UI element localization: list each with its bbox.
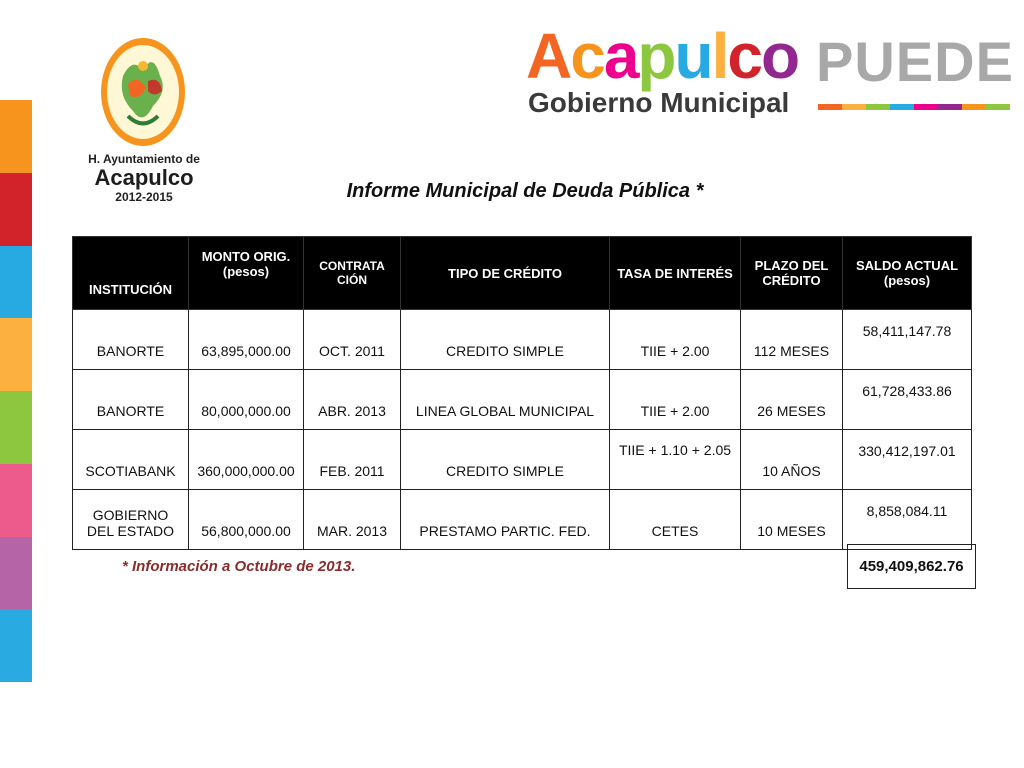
left-color-stripe — [0, 100, 32, 682]
header-monto: MONTO ORIG. (pesos) — [189, 237, 304, 310]
cell-institucion: GOBIERNO DEL ESTADO — [73, 490, 189, 550]
cell-tasa-interes: TIIE + 2.00 — [610, 310, 741, 370]
table-header-row — [73, 237, 972, 310]
brand-bar-segment — [962, 104, 986, 110]
header-tipo-credito: TIPO DE CRÉDITO — [401, 237, 610, 310]
debt-table — [72, 236, 972, 550]
ayuntamiento-line2: Acapulco — [94, 165, 194, 190]
brand-color-bar — [818, 104, 1010, 110]
cell-saldo: 8,858,084.11 — [843, 490, 972, 550]
acapulco-puede-brand — [526, 16, 1014, 126]
header-tasa-interes: TASA DE INTERÉS — [610, 237, 741, 310]
ayuntamiento-line1: H. Ayuntamiento de — [88, 152, 200, 166]
brand-letter: c — [727, 20, 761, 92]
cell-institucion: BANORTE — [73, 310, 189, 370]
cell-plazo: 10 AÑOS — [741, 430, 843, 490]
stripe-segment — [0, 318, 32, 391]
brand-letter: c — [570, 20, 604, 92]
ayuntamiento-period: 2012-2015 — [115, 190, 173, 204]
header-saldo-actual: SALDO ACTUAL (pesos) — [843, 237, 972, 310]
cell-saldo: 58,411,147.78 — [843, 310, 972, 370]
ayuntamiento-logo-icon — [98, 36, 188, 154]
cell-saldo: 61,728,433.86 — [843, 370, 972, 430]
brand-acapulco-wordmark — [526, 16, 798, 96]
brand-letter: u — [674, 20, 712, 92]
brand-bar-segment — [938, 104, 962, 110]
cell-tipo-credito: CREDITO SIMPLE — [401, 310, 610, 370]
table-row — [73, 370, 972, 430]
cell-tasa-interes: TIIE + 1.10 + 2.05 — [610, 430, 741, 490]
brand-puede-wordmark: PUEDE — [816, 30, 1014, 93]
ayuntamiento-name — [62, 152, 226, 204]
header-plazo: PLAZO DEL CRÉDITO — [741, 237, 843, 310]
cell-contratacion: MAR. 2013 — [304, 490, 401, 550]
brand-letter: A — [526, 20, 571, 92]
page-title: Informe Municipal de Deuda Pública * — [346, 180, 704, 202]
table-row — [73, 310, 972, 370]
brand-letter: p — [637, 20, 675, 92]
brand-bar-segment — [866, 104, 890, 110]
cell-tasa-interes: CETES — [610, 490, 741, 550]
table-row — [73, 490, 972, 550]
cell-contratacion: FEB. 2011 — [304, 430, 401, 490]
brand-bar-segment — [890, 104, 914, 110]
cell-tipo-credito: LINEA GLOBAL MUNICIPAL — [401, 370, 610, 430]
stripe-segment — [0, 100, 32, 173]
stripe-segment — [0, 464, 32, 537]
stripe-segment — [0, 391, 32, 464]
cell-plazo: 112 MESES — [741, 310, 843, 370]
brand-letter: l — [711, 20, 728, 92]
stripe-segment — [0, 537, 32, 610]
stripe-segment — [0, 173, 32, 246]
brand-bar-segment — [842, 104, 866, 110]
cell-monto: 360,000,000.00 — [189, 430, 304, 490]
cell-monto: 63,895,000.00 — [189, 310, 304, 370]
cell-tipo-credito: CREDITO SIMPLE — [401, 430, 610, 490]
header-institucion: INSTITUCIÓN — [73, 237, 189, 310]
cell-monto: 56,800,000.00 — [189, 490, 304, 550]
stripe-segment — [0, 246, 32, 319]
cell-institucion: BANORTE — [73, 370, 189, 430]
cell-monto: 80,000,000.00 — [189, 370, 304, 430]
table-row — [73, 430, 972, 490]
brand-bar-segment — [914, 104, 938, 110]
cell-contratacion: OCT. 2011 — [304, 310, 401, 370]
brand-letter: a — [603, 20, 638, 92]
cell-tasa-interes: TIIE + 2.00 — [610, 370, 741, 430]
cell-tipo-credito: PRESTAMO PARTIC. FED. — [401, 490, 610, 550]
cell-contratacion: ABR. 2013 — [304, 370, 401, 430]
brand-bar-segment — [986, 104, 1010, 110]
brand-bar-segment — [818, 104, 842, 110]
stripe-segment — [0, 609, 32, 682]
header-contratacion: CONTRATA CIÓN — [304, 237, 401, 310]
cell-institucion: SCOTIABANK — [73, 430, 189, 490]
brand-letter: o — [760, 20, 799, 92]
brand-gobierno-municipal: Gobierno Municipal — [528, 87, 790, 118]
cell-saldo: 330,412,197.01 — [843, 430, 972, 490]
footnote: * Información a Octubre de 2013. — [122, 558, 356, 575]
cell-plazo: 10 MESES — [741, 490, 843, 550]
cell-plazo: 26 MESES — [741, 370, 843, 430]
total-saldo: 459,409,862.76 — [847, 544, 976, 589]
